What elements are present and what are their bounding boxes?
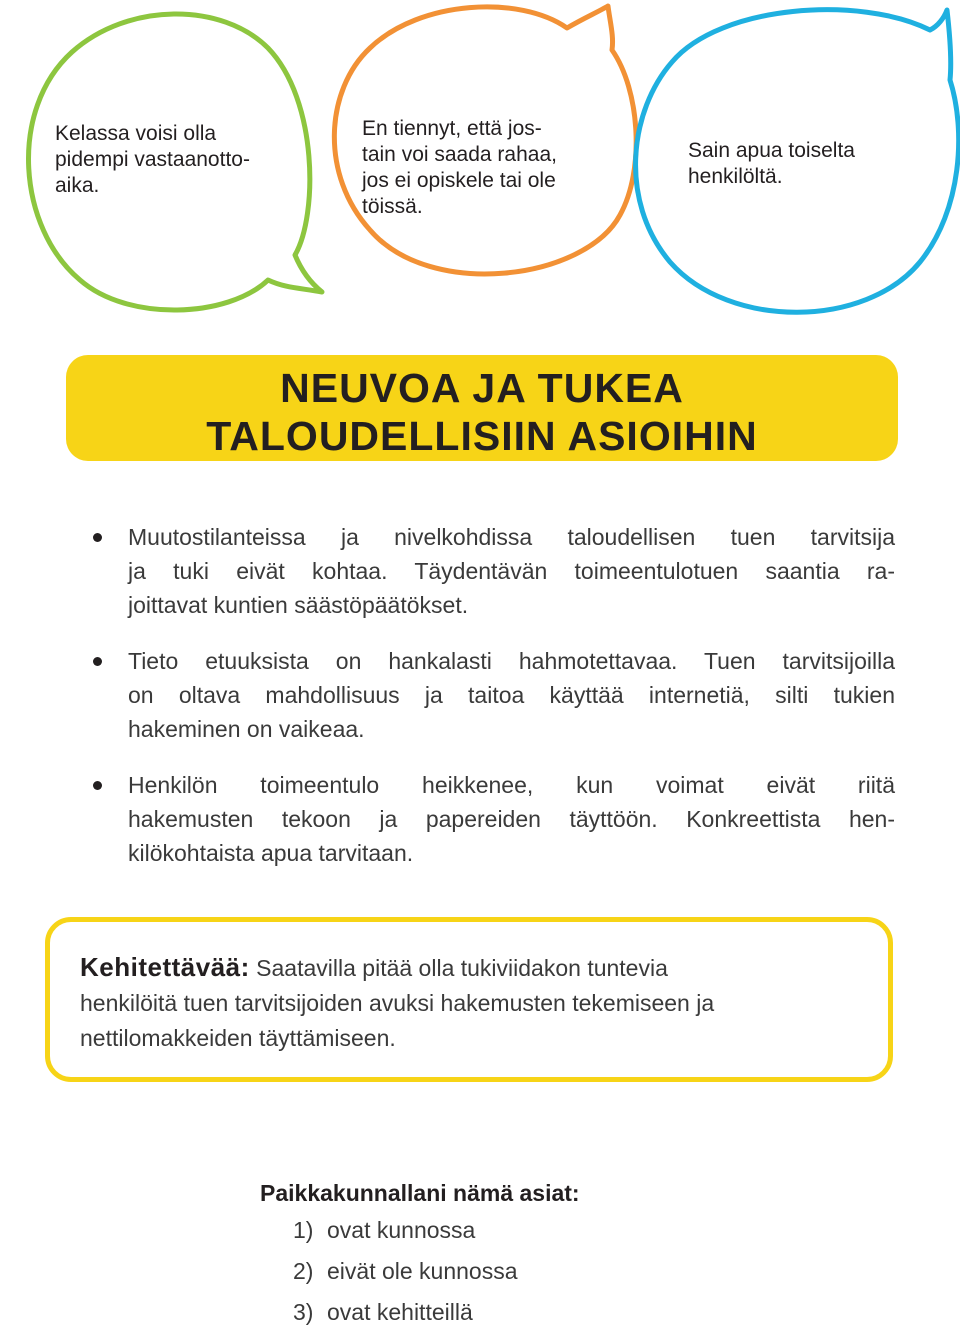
bullet-dot-icon	[93, 781, 102, 790]
bubble-text-line: aika.	[55, 174, 100, 197]
bubble-text-line: henkilöltä.	[688, 165, 783, 188]
development-line: henkilöitä tuen tarvitsijoiden avuksi hakemusten tekemiseen ja	[80, 990, 715, 1016]
bullet-line: Henkilön toimeentulo heikkenee, kun voimat eivät riitä	[128, 772, 895, 798]
bubble-text-blue	[688, 138, 928, 190]
bullet-line: joittavat kuntien säästöpäätökset.	[128, 592, 469, 618]
bubble-text-line: Kelassa voisi olla	[55, 122, 217, 145]
bubble-text-line: Sain apua toiselta	[688, 139, 855, 162]
heading-line-1: NEUVOA JA TUKEA	[280, 365, 684, 411]
bubble-text-line: En tiennyt, että jos-	[362, 117, 542, 140]
local-status-section	[260, 1176, 860, 1333]
development-callout-box	[45, 917, 893, 1082]
bullet-line: Tieto etuuksista on hankalasti hahmotettavaa. Tuen tarvitsijoilla	[128, 648, 895, 674]
bullet-item	[90, 644, 895, 746]
bullet-line: kilökohtaista apua tarvitaan.	[128, 840, 414, 866]
item-number: 2)	[293, 1258, 314, 1284]
local-status-title: Paikkakunnallani nämä asiat:	[260, 1180, 580, 1206]
issue-bullet-list	[90, 520, 895, 892]
bullet-item	[90, 520, 895, 622]
bullet-item	[90, 768, 895, 870]
section-heading-banner	[66, 355, 898, 461]
bubble-text-line: pidempi vastaanotto-	[55, 148, 250, 171]
local-status-item	[293, 1251, 860, 1292]
item-text: ovat kehitteillä	[327, 1299, 473, 1325]
bubble-text-orange	[362, 116, 602, 220]
heading-line-2: TALOUDELLISIIN ASIOIHIN	[206, 413, 758, 459]
bullet-line: ja tuki eivät kohtaa. Täydentävän toimeentulotuen saantia ra-	[128, 558, 895, 584]
bullet-dot-icon	[93, 533, 102, 542]
development-line	[80, 950, 870, 986]
bubble-text-line: jos ei opiskele tai ole	[362, 169, 556, 192]
local-status-item	[293, 1292, 860, 1333]
bullet-dot-icon	[93, 657, 102, 666]
bubble-text-line: töissä.	[362, 195, 423, 218]
bullet-line: on oltava mahdollisuus ja taitoa käyttää internetiä, silti tukien	[128, 682, 895, 708]
bubble-text-line: tain voi saada rahaa,	[362, 143, 557, 166]
local-status-item	[293, 1210, 860, 1251]
development-line: nettilomakkeiden täyttämiseen.	[80, 1025, 396, 1051]
development-text	[80, 950, 870, 1056]
item-text: ovat kunnossa	[327, 1217, 476, 1243]
development-line-text: Saatavilla pitää olla tukiviidakon tuntevia	[256, 955, 668, 981]
bullet-line: hakemusten tekoon ja papereiden täyttöön. Konkreettista hen-	[128, 806, 895, 832]
bullet-line: hakeminen on vaikeaa.	[128, 716, 365, 742]
item-number: 1)	[293, 1217, 314, 1243]
development-label: Kehitettävää:	[80, 952, 250, 982]
item-number: 3)	[293, 1299, 314, 1325]
local-status-list	[260, 1210, 860, 1333]
bubble-text-green	[55, 121, 270, 199]
bullet-line: Muutostilanteissa ja nivelkohdissa taloudellisen tuen tarvitsija	[128, 524, 895, 550]
item-text: eivät ole kunnossa	[327, 1258, 518, 1284]
